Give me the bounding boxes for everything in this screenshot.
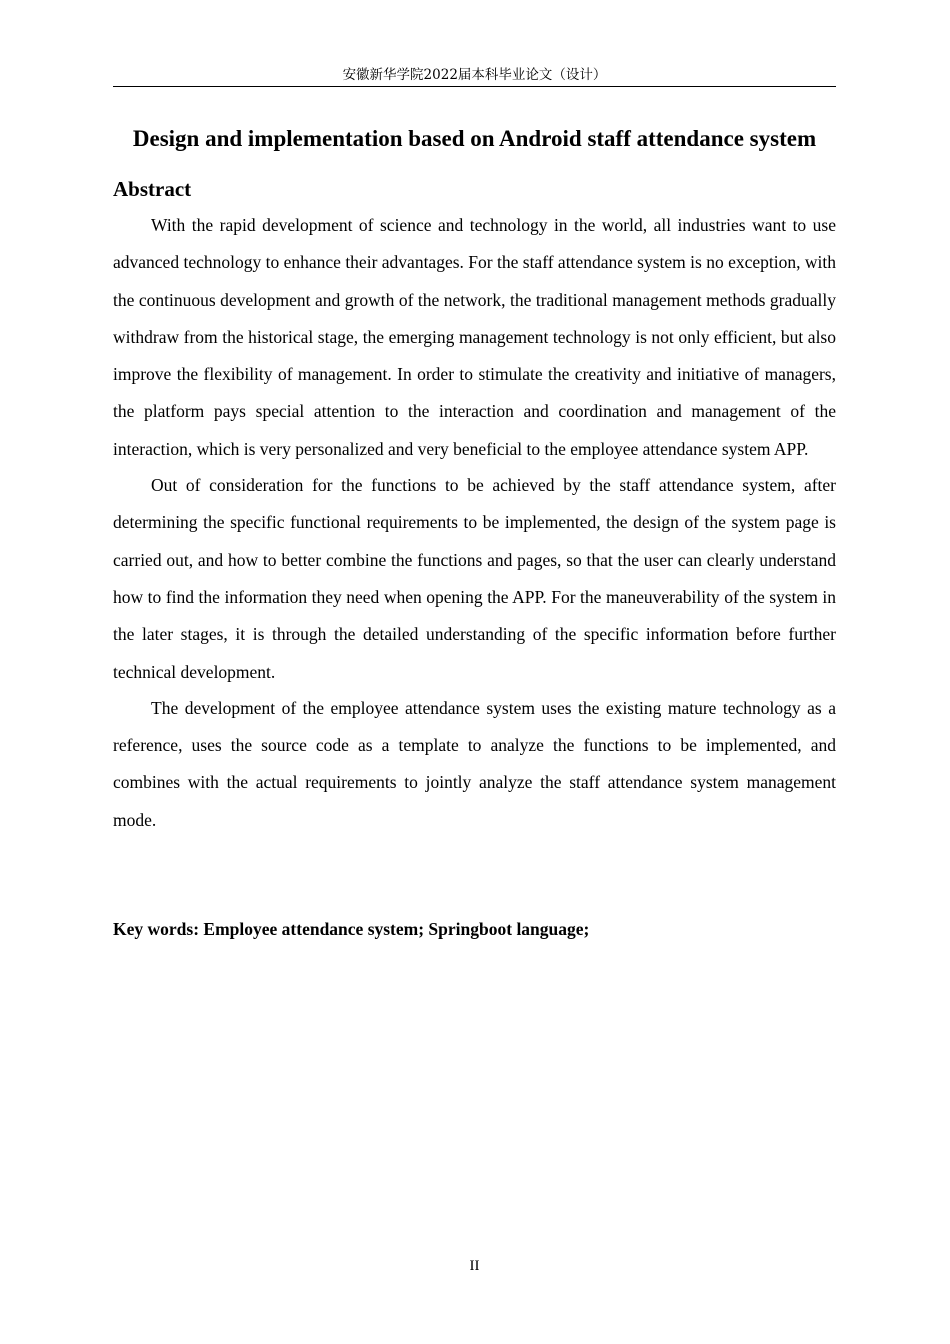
abstract-body: [113, 207, 836, 838]
abstract-paragraph-1: With the rapid development of science and technology in the world, all industries want to use advanced technology to enhance their advantages. For the staff attendance system is no exception, with the continuous development and growth of the network, the traditional management methods gradually withdraw from the historical stage, the emerging management technology is not only efficient, but also improve the flexibility of management. In order to stimulate the creativity and initiative of managers, the platform pays special attention to the interaction and coordination and management of the interaction, which is very personalized and very beneficial to the employee attendance system APP.: [113, 215, 836, 459]
header-rule: [113, 86, 836, 87]
paper-title: Design and implementation based on Android staff attendance system: [132, 126, 817, 151]
page-number: II: [469, 1258, 480, 1274]
abstract-heading: Abstract: [113, 177, 192, 201]
abstract-paragraph-2: Out of consideration for the functions to be achieved by the staff attendance system, after determining the specific functional requirements to be implemented, the design of the system page is carried out, and how to better combine the functions and pages, so that the user can clearly understand how to find the information they need when opening the APP. For the maneuverability of the system in the later stages, it is through the detailed understanding of the specific information before further technical development.: [113, 475, 836, 682]
running-header: 安徽新华学院2022届本科毕业论文（设计）: [342, 67, 607, 83]
keywords-line: Key words: Employee attendance system; Springboot language;: [113, 919, 590, 939]
abstract-paragraph-3: The development of the employee attendance system uses the existing mature technology as a reference, uses the source code as a template to analyze the functions to be implemented, and combines with the actual requirements to jointly analyze the staff attendance system management mode.: [113, 697, 836, 830]
